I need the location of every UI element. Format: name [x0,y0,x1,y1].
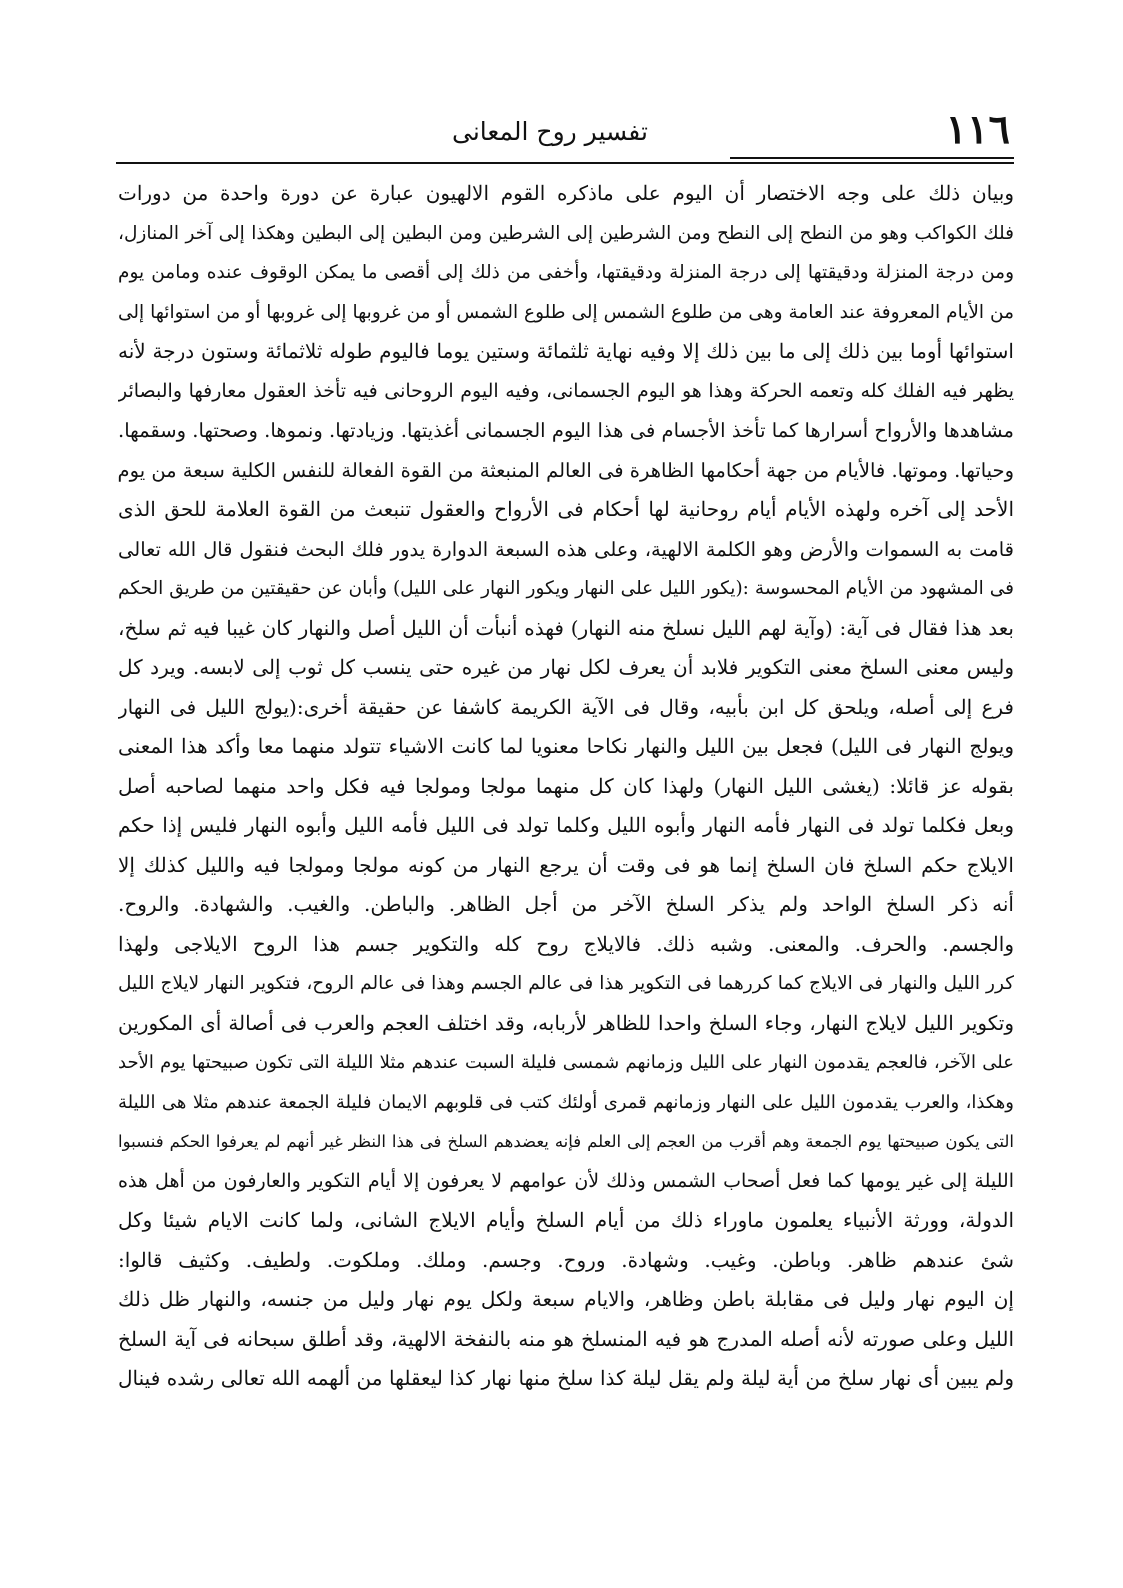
text-line: ولم يبين أى نهار سلخ من أية ليلة ولم يقل ليلة كذا سلخ منها نهار كذا ليعقلها من ألهمه الله تعالى رشده فينال [118,1366,1014,1390]
text-line: إن اليوم نهار وليل فى مقابلة باطن وظاهر، والايام سبعة ولكل يوم نهار وليل من جنسه، والنهار ظل ذلك [118,1287,1014,1311]
header-divider-accent [730,157,1014,159]
header-divider [116,162,1014,164]
text-line: وتكوير الليل لايلاج النهار، وجاء السلخ واحدا للظاهر لأربابه، وقد اختلف العجم والعرب فى أصالة أى المكورين [118,1010,1014,1035]
text-line: فلك الكواكب وهو من النطح إلى النطح ومن الشرطين إلى الشرطين ومن البطين إلى البطين وهكذا إلى آخر المنازل، [118,222,1014,244]
text-line: وليس معنى السلخ معنى التكوير فلابد أن يعرف لكل نهار من غيره حتى ينسب كل ثوب إلى لابسه. ويرد كل [118,655,1014,679]
text-line: قامت به السموات والأرض وهو الكلمة الالهية، وعلى هذه السبعة الدوارة يدور فلك البحث فنقول قال الله تعالى [118,537,1014,561]
text-line: وبيان ذلك على وجه الاختصار أن اليوم على ماذكره القوم الالهيون عبارة عن دورة واحدة من دورات [118,181,1014,205]
text-line: مشاهدها والأرواح أسرارها كما تأخذ الأجسام فى هذا اليوم الجسمانى أغذيتها. وزيادتها. ونموها. وصحتها. وسقمها. [118,419,1014,442]
tafsir-body-text [118,174,1014,1470]
text-line: الليل وعلى صورته لأنه أصله المدرج هو فيه المنسلخ هو منه بالنفخة الالهية، وقد أطلق سبحانه فى آية السلخ [118,1326,1014,1351]
text-line: الأحد إلى آخره ولهذه الأيام أيام روحانية لها أحكام فى الأرواح والعقول تنبعث من القوة العلامة للحق الذى [118,497,1014,521]
text-line: استوائها أوما بين ذلك إلى ما بين ذلك إلا وفيه نهاية ثلثمائة وستين يوما فاليوم طوله ثلاثمائة وستون درجة لأنه [118,339,1014,363]
text-line: فى المشهود من الأيام المحسوسة :(يكور الليل على النهار ويكور النهار على الليل) وأبان عن حقيقتين من طريق الحكم [118,578,1014,599]
text-line: الايلاج حكم السلخ فان السلخ إنما هو فى وقت أن يرجع النهار من كونه مولجا ومولجا فيه والليل كذلك إلا [118,852,1014,877]
text-line: على الآخر، فالعجم يقدمون النهار على الليل وزمانهم شمسى فليلة السبت عندهم مثلا الليلة التى تكون صبيحتها يوم الأحد [118,1052,1014,1073]
text-line: التى يكون صبيحتها يوم الجمعة وهم أقرب من العجم إلى العلم فإنه يعضدهم السلخ فى هذا النظر غير أنهم لم يعرفوا الحكم فنسبوا [118,1132,1014,1151]
text-line: الليلة إلى غير يومها كما فعل أصحاب الشمس وذلك لأن عوامهم لا يعرفون إلا أيام التكوير والعارفون من أهل هذه [118,1169,1014,1192]
text-line: أنه ذكر السلخ الواحد ولم يذكر السلخ الآخر من أجل الظاهر. والباطن. والغيب. والشهادة. والروح. [118,892,1014,916]
running-title: تفسير روح المعانى [452,117,648,146]
text-line: شئ عندهم ظاهر. وباطن. وغيب. وشهادة. وروح. وجسم. وملك. وملكوت. ولطيف. وكثيف قالوا: [118,1247,1014,1272]
page-number: ١١٦ [945,106,1010,153]
text-line: وبعل فكلما تولد فى النهار فأمه النهار وأبوه الليل وكلما تولد فى الليل فأمه الليل وأبوه النهار فليس إذا حكم [118,813,1014,837]
text-line: والجسم. والحرف. والمعنى. وشبه ذلك. فالايلاج روح كله والتكوير جسم هذا الروح الايلاجى ولهذا [118,931,1014,956]
text-line: وحياتها. وموتها. فالأيام من جهة أحكامها الظاهرة فى العالم المنبعثة من القوة الفعالة للنفس الكلية سبعة من يوم [118,458,1014,482]
text-line: كرر الليل والنهار فى الايلاج كما كررهما فى التكوير هذا فى عالم الجسم وهذا فى عالم الروح، فتكوير النهار لايلاج الليل [118,973,1014,994]
text-line: ويولج النهار فى الليل) فجعل بين الليل والنهار نكاحا معنويا لما كانت الاشياء تتولد منهما معا وأكد هذا المعنى [118,734,1014,758]
page-header [110,108,1010,160]
text-line: وهكذا، والعرب يقدمون الليل على النهار وزمانهم قمرى أولئك كتب فى قلوبهم الايمان فليلة الجمعة عندهم مثلا هى الليلة [118,1091,1014,1113]
text-line: الدولة، وورثة الأنبياء يعلمون ماوراء ذلك من أيام السلخ وأيام الايلاج الشانى، ولما كانت الايام شيئا وكل [118,1208,1014,1232]
text-line: فرع إلى أصله، ويلحق كل ابن بأبيه، وقال فى الآية الكريمة كاشفا عن حقيقة أخرى:(يولج الليل فى النهار [118,694,1014,719]
text-line: بعد هذا فقال فى آية: (وآية لهم الليل نسلخ منه النهار) فهذه أنبأت أن الليل أصل والنهار كان غيبا فيه ثم سلخ، [118,615,1014,640]
text-line: بقوله عز قائلا: (يغشى الليل النهار) ولهذا كان كل منهما مولجا ومولجا فيه فكل واحد منهما لصاحبه أصل [118,773,1014,798]
text-line: من الأيام المعروفة عند العامة وهى من طلوع الشمس إلى طلوع الشمس أو من غروبها إلى غروبها أو من استوائها إلى [118,301,1014,323]
text-line: ومن درجة المنزلة ودقيقتها إلى درجة المنزلة ودقيقتها، وأخفى من ذلك إلى أقصى ما يمكن الوقوف عنده ومامن يوم [118,262,1014,283]
text-line: يظهر فيه الفلك كله وتعمه الحركة وهذا هو اليوم الجسمانى، وفيه اليوم الروحانى فيه تأخذ العقول معارفها والبصائر [118,379,1014,402]
